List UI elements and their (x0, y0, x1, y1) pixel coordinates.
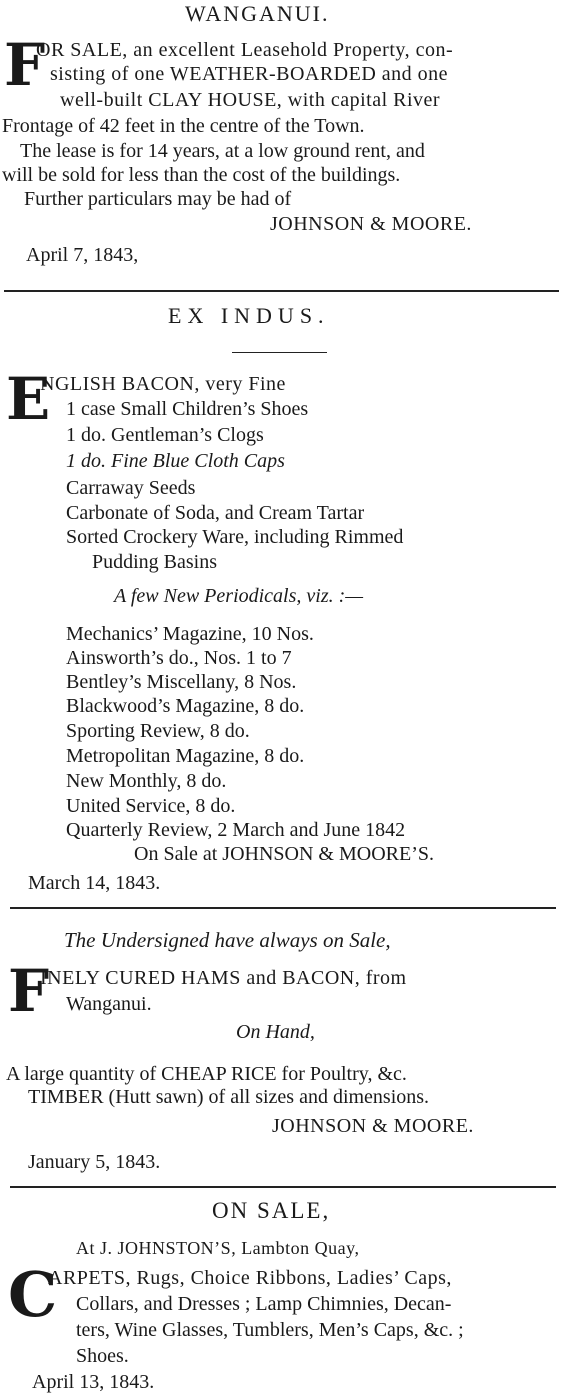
ad-text-line: well-built CLAY HOUSE, with capital River (60, 89, 441, 111)
ad-date: April 7, 1843, (26, 244, 139, 266)
periodical-item: Mechanics’ Magazine, 10 Nos. (66, 623, 314, 645)
ad-text-line: ARPETS, Rugs, Choice Ribbons, Ladies’ Caps, (48, 1267, 452, 1289)
ad-signature: On Sale at JOHNSON & MOORE’S. (134, 843, 434, 865)
list-item: Carraway Seeds (66, 477, 196, 499)
list-item: Pudding Basins (92, 551, 218, 573)
ad-text-line: ters, Wine Glasses, Tumblers, Men’s Caps, &c. ; (76, 1319, 464, 1341)
ad-text-line: Collars, and Dresses ; Lamp Chimnies, Decan- (76, 1293, 452, 1315)
drop-cap: E (6, 365, 51, 433)
periodical-item: Ainsworth’s do., Nos. 1 to 7 (66, 647, 292, 669)
ad-text-line: OR SALE, an excellent Leasehold Property, con- (36, 39, 454, 61)
list-item: Sorted Crockery Ware, including Rimmed (66, 526, 404, 548)
list-item: NGLISH BACON, very Fine (40, 373, 286, 395)
subheading: At J. JOHNSTON’S, Lambton Quay, (76, 1238, 360, 1258)
drop-cap: F (8, 957, 50, 1025)
list-item: 1 case Small Children’s Shoes (66, 398, 309, 420)
periodical-item: Sporting Review, 8 do. (66, 720, 250, 742)
periodical-item: Quarterly Review, 2 March and June 1842 (66, 819, 406, 841)
drop-cap: F (4, 31, 46, 99)
ad-heading: The Undersigned have always on Sale, (64, 928, 391, 952)
periodical-item: Blackwood’s Magazine, 8 do. (66, 695, 305, 717)
section-divider (10, 1186, 556, 1188)
list-item: Carbonate of Soda, and Cream Tartar (66, 502, 365, 524)
ad-date: March 14, 1843. (28, 872, 161, 894)
heading-rule (232, 352, 327, 353)
ad-text-line: A large quantity of CHEAP RICE for Poultry, &c. (6, 1063, 407, 1085)
ad-date: January 5, 1843. (28, 1151, 161, 1173)
periodical-item: Metropolitan Magazine, 8 do. (66, 745, 305, 767)
ad-text-line: sisting of one WEATHER-BOARDED and one (50, 63, 449, 85)
ad-heading: EX INDUS. (168, 303, 330, 328)
section-divider (10, 907, 556, 909)
ad-text-line: The lease is for 14 years, at a low ground rent, and (20, 140, 425, 162)
ad-heading: WANGANUI. (185, 1, 330, 26)
ad-text-line: Frontage of 42 feet in the centre of the Town. (2, 115, 365, 137)
ad-heading: ON SALE, (212, 1198, 331, 1223)
ad-date: April 13, 1843. (32, 1371, 155, 1393)
ad-text-line: will be sold for less than the cost of the buildings. (2, 164, 401, 186)
ad-text-line: INELY CURED HAMS and BACON, from (40, 967, 407, 989)
ad-signature: JOHNSON & MOORE. (270, 213, 472, 235)
list-item: 1 do. Fine Blue Cloth Caps (66, 450, 285, 472)
ad-text-line: Further particulars may be had of (24, 188, 292, 210)
ad-text-line: Wanganui. (66, 993, 152, 1015)
periodical-item: United Service, 8 do. (66, 795, 236, 817)
periodical-item: New Monthly, 8 do. (66, 770, 227, 792)
list-item: 1 do. Gentleman’s Clogs (66, 424, 264, 446)
on-hand-label: On Hand, (236, 1021, 315, 1043)
ad-text-line: TIMBER (Hutt sawn) of all sizes and dimensions. (28, 1086, 430, 1108)
ad-text-line: Shoes. (76, 1345, 129, 1367)
periodical-item: Bentley’s Miscellany, 8 Nos. (66, 671, 297, 693)
subheading: A few New Periodicals, viz. :— (114, 585, 364, 607)
ad-signature: JOHNSON & MOORE. (272, 1115, 474, 1137)
drop-cap: C (8, 1258, 58, 1331)
section-divider (4, 290, 559, 292)
